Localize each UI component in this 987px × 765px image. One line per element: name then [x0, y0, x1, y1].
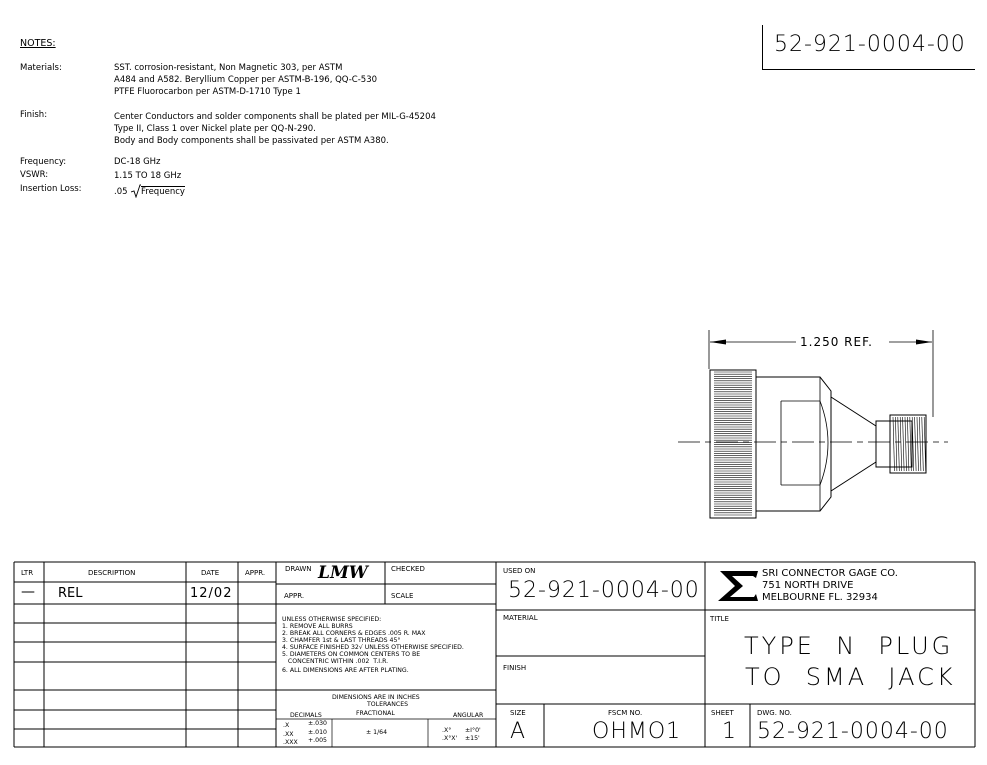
size-value: A: [510, 719, 527, 744]
finish-line: Center Conductors and solder components shall be plated per MIL-G-45204: [114, 112, 436, 122]
angular-1-value: ±I°0': [465, 727, 481, 734]
decimal-x-value: ±.030: [308, 720, 327, 727]
appr-label: APPR.: [284, 592, 305, 600]
company-city: MELBOURNE FL. 32934: [762, 592, 878, 603]
decimals-label: DECIMALS: [290, 712, 322, 719]
decimal-xxx: .XXX: [283, 739, 298, 746]
insertion-loss-label: Insertion Loss:: [20, 184, 82, 194]
decimal-xxx-value: +.005: [308, 737, 327, 744]
used-on-label: USED ON: [503, 567, 536, 575]
finish-block-label: FINISH: [503, 664, 527, 672]
finish-line: Body and Body components shall be passivated per ASTM A380.: [114, 136, 389, 146]
insertion-loss-prefix: .05: [114, 187, 128, 197]
general-note-line: 2. BREAK ALL CORNERS & EDGES .005 R. MAX: [282, 630, 426, 637]
sheet-label: SHEET: [711, 709, 734, 717]
vswr-label: VSWR:: [20, 170, 49, 180]
angular-1: .X°: [442, 727, 452, 734]
general-note-line: CONCENTRIC WITHIN .002 T.I.R.: [282, 658, 389, 665]
materials-line: PTFE Fluorocarbon per ASTM-D-1710 Type 1: [114, 87, 301, 97]
tolerances-header: DIMENSIONS ARE IN INCHES: [332, 694, 420, 701]
angular-2-value: ±15': [465, 735, 480, 742]
angular-2: .X°X': [442, 735, 458, 742]
rev-col-description: DESCRIPTION: [88, 569, 136, 577]
decimal-xx: .XX: [283, 731, 294, 738]
fractional-label: FRACTIONAL: [356, 710, 395, 717]
vswr-value: 1.15 TO 18 GHz: [114, 171, 182, 181]
decimal-x: .X: [283, 722, 290, 729]
dwg-no-value: 52-921-0004-00: [757, 719, 949, 744]
scale-label: SCALE: [391, 592, 414, 600]
rev-row-description: REL: [58, 586, 83, 601]
rev-row-ltr: —: [21, 584, 35, 600]
frequency-label: Frequency:: [20, 157, 67, 167]
angular-label: ANGULAR: [453, 712, 484, 719]
general-note-line: 5. DIAMETERS ON COMMON CENTERS TO BE: [282, 651, 421, 658]
fscm-value: OHMO1: [592, 719, 682, 744]
general-note-line: 3. CHAMFER 1st & LAST THREADS 45°: [282, 637, 401, 644]
size-label: SIZE: [510, 709, 526, 717]
rev-col-date: DATE: [201, 569, 220, 577]
materials-label: Materials:: [20, 63, 62, 73]
checked-label: CHECKED: [391, 565, 425, 573]
drawing-number: 52-921-0004-00: [774, 32, 966, 57]
company-name: SRI CONNECTOR GAGE CO.: [762, 568, 898, 579]
finish-line: Type II, Class 1 over Nickel plate per QQ-N-290.: [114, 124, 316, 134]
decimal-xx-value: ±.010: [308, 729, 327, 736]
general-note-line: 1. REMOVE ALL BURRS: [282, 623, 353, 630]
rev-row-date: 12/02: [190, 586, 233, 601]
sheet-value: 1: [722, 719, 737, 744]
title-line-1: TYPE N PLUG: [744, 632, 954, 660]
general-note-line: 4. SURFACE FINISHED 32√ UNLESS OTHERWISE SPECIFIED.: [282, 644, 464, 651]
dwg-no-label: DWG. NO.: [757, 709, 792, 717]
fractional-value: ± 1/64: [366, 729, 388, 736]
drawn-label: DRAWN: [285, 565, 312, 573]
used-on-value: 52-921-0004-00: [508, 578, 700, 603]
company-address: 751 NORTH DRIVE: [762, 580, 854, 591]
notes-heading: NOTES:: [20, 38, 56, 49]
materials-line: A484 and A582. Beryllium Copper per ASTM-B-196, QQ-C-530: [114, 75, 378, 85]
finish-label: Finish:: [20, 110, 48, 120]
drawn-value: LMW: [318, 563, 368, 583]
general-note-line: UNLESS OTHERWISE SPECIFIED:: [282, 616, 382, 623]
material-label: MATERIAL: [503, 614, 538, 622]
sigma-logo-icon: [716, 568, 760, 604]
rev-col-ltr: LTR: [21, 569, 34, 577]
general-note-line: 6. ALL DIMENSIONS ARE AFTER PLATING.: [282, 667, 409, 674]
dimension-label: 1.250 REF.: [800, 335, 873, 349]
title-label: TITLE: [710, 615, 729, 623]
tolerances-subheader: TOLERANCES: [367, 701, 409, 708]
fscm-label: FSCM NO.: [608, 709, 643, 717]
title-line-2: TO SMA JACK: [745, 663, 956, 691]
insertion-loss-radicand: Frequency: [141, 187, 185, 197]
frequency-value: DC-18 GHz: [114, 157, 161, 167]
materials-line: SST. corrosion-resistant, Non Magnetic 303, per ASTM: [114, 63, 343, 73]
rev-col-appr: APPR.: [245, 569, 266, 577]
